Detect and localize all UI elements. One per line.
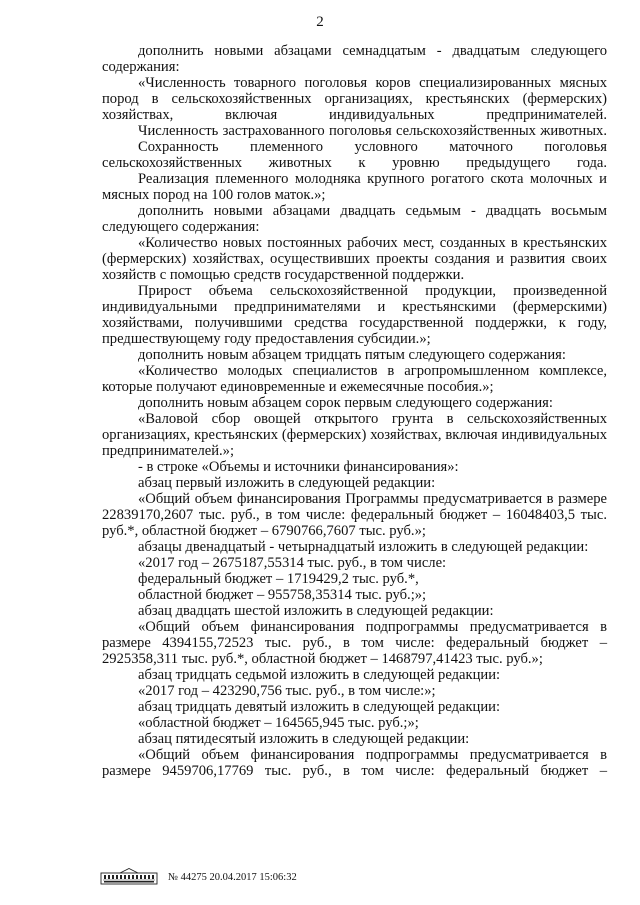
- registry-stamp-logo-icon: [100, 867, 158, 887]
- page-number: 2: [316, 14, 324, 30]
- paragraph: абзац первый изложить в следующей редакции:: [138, 475, 436, 491]
- paragraph: абзац двадцать шестой изложить в следующей редакции:: [138, 603, 494, 619]
- paragraph: дополнить новым абзацем тридцать пятым следующего содержания:: [138, 347, 566, 363]
- paragraph: - в строке «Объемы и источники финансирования»:: [138, 459, 459, 475]
- registration-footer: [100, 866, 297, 888]
- paragraph: дополнить новым абзацем сорок первым следующего содержания:: [138, 395, 553, 411]
- paragraph: Численность застрахованного поголовья сельскохозяйственных животных.: [138, 123, 607, 139]
- paragraph: абзац пятидесятый изложить в следующей редакции:: [138, 731, 470, 747]
- paragraph: дополнить новыми абзацами двадцать седьмым - двадцать восьмым следующего содержания:: [102, 203, 607, 235]
- paragraph: «Валовой сбор овощей открытого грунта в сельскохозяйственных организациях, крестьянских (фермерских) хозяйствах, включая индивидуальных предпринимателей.»;: [102, 411, 607, 459]
- paragraph: дополнить новыми абзацами семнадцатым - двадцатым следующего содержания:: [102, 43, 607, 75]
- paragraph: «Количество молодых специалистов в агропромышленном комплексе, которые получают единовременные и ежемесячные пособия.»;: [102, 363, 607, 395]
- registration-stamp-text: № 44275 20.04.2017 15:06:32: [168, 871, 297, 883]
- paragraph: федеральный бюджет – 1719429,2 тыс. руб.*,: [138, 571, 419, 587]
- paragraph: «Общий объем финансирования подпрограммы предусматривается в размере 4394155,72523 тыс. руб., в том числе: федеральный бюджет – 2925358,311 тыс. руб.*, областной бюджет – 1468797,41423 тыс. руб.»;: [102, 619, 607, 667]
- paragraph: «Общий объем финансирования подпрограммы предусматривается в размере 9459706,17769 тыс. руб., в том числе: федеральный бюджет –: [102, 747, 607, 779]
- paragraph: Реализация племенного молодняка крупного рогатого скота молочных и мясных пород на 100 голов маток.»;: [102, 171, 607, 203]
- paragraph: «Численность товарного поголовья коров специализированных мясных пород в сельскохозяйственных организациях, крестьянских (фермерских) хозяйствах, включая индивидуальных предпринимателей.: [102, 75, 607, 123]
- document-body: [102, 43, 607, 779]
- paragraph: «Количество новых постоянных рабочих мест, созданных в крестьянских (фермерских) хозяйствах, осуществивших проекты создания и развития своих хозяйств с помощью средств государственной поддержки.: [102, 235, 607, 283]
- paragraph: абзац тридцать седьмой изложить в следующей редакции:: [138, 667, 501, 683]
- paragraph: «2017 год – 2675187,55314 тыс. руб., в том числе:: [138, 555, 447, 571]
- paragraph: абзацы двенадцатый - четырнадцатый изложить в следующей редакции:: [138, 539, 589, 555]
- paragraph: «Общий объем финансирования Программы предусматривается в размере 22839170,2607 тыс. руб., в том числе: федеральный бюджет – 16048403,5 тыс. руб.*, областной бюджет – 6790766,7607 тыс. руб.»;: [102, 491, 607, 539]
- paragraph: областной бюджет – 955758,35314 тыс. руб.;»;: [138, 587, 427, 603]
- paragraph: «2017 год – 423290,756 тыс. руб., в том числе:»;: [138, 683, 436, 699]
- paragraph: абзац тридцать девятый изложить в следующей редакции:: [138, 699, 501, 715]
- paragraph: «областной бюджет – 164565,945 тыс. руб.;»;: [138, 715, 419, 731]
- paragraph: Сохранность племенного условного маточного поголовья сельскохозяйственных животных к уровню предыдущего года.: [102, 139, 607, 171]
- paragraph: Прирост объема сельскохозяйственной продукции, произведенной индивидуальными предпринимателями и крестьянскими (фермерскими) хозяйствами, получившими средства государственной поддержки, к году, предшествующему году предоставления субсидии.»;: [102, 283, 607, 347]
